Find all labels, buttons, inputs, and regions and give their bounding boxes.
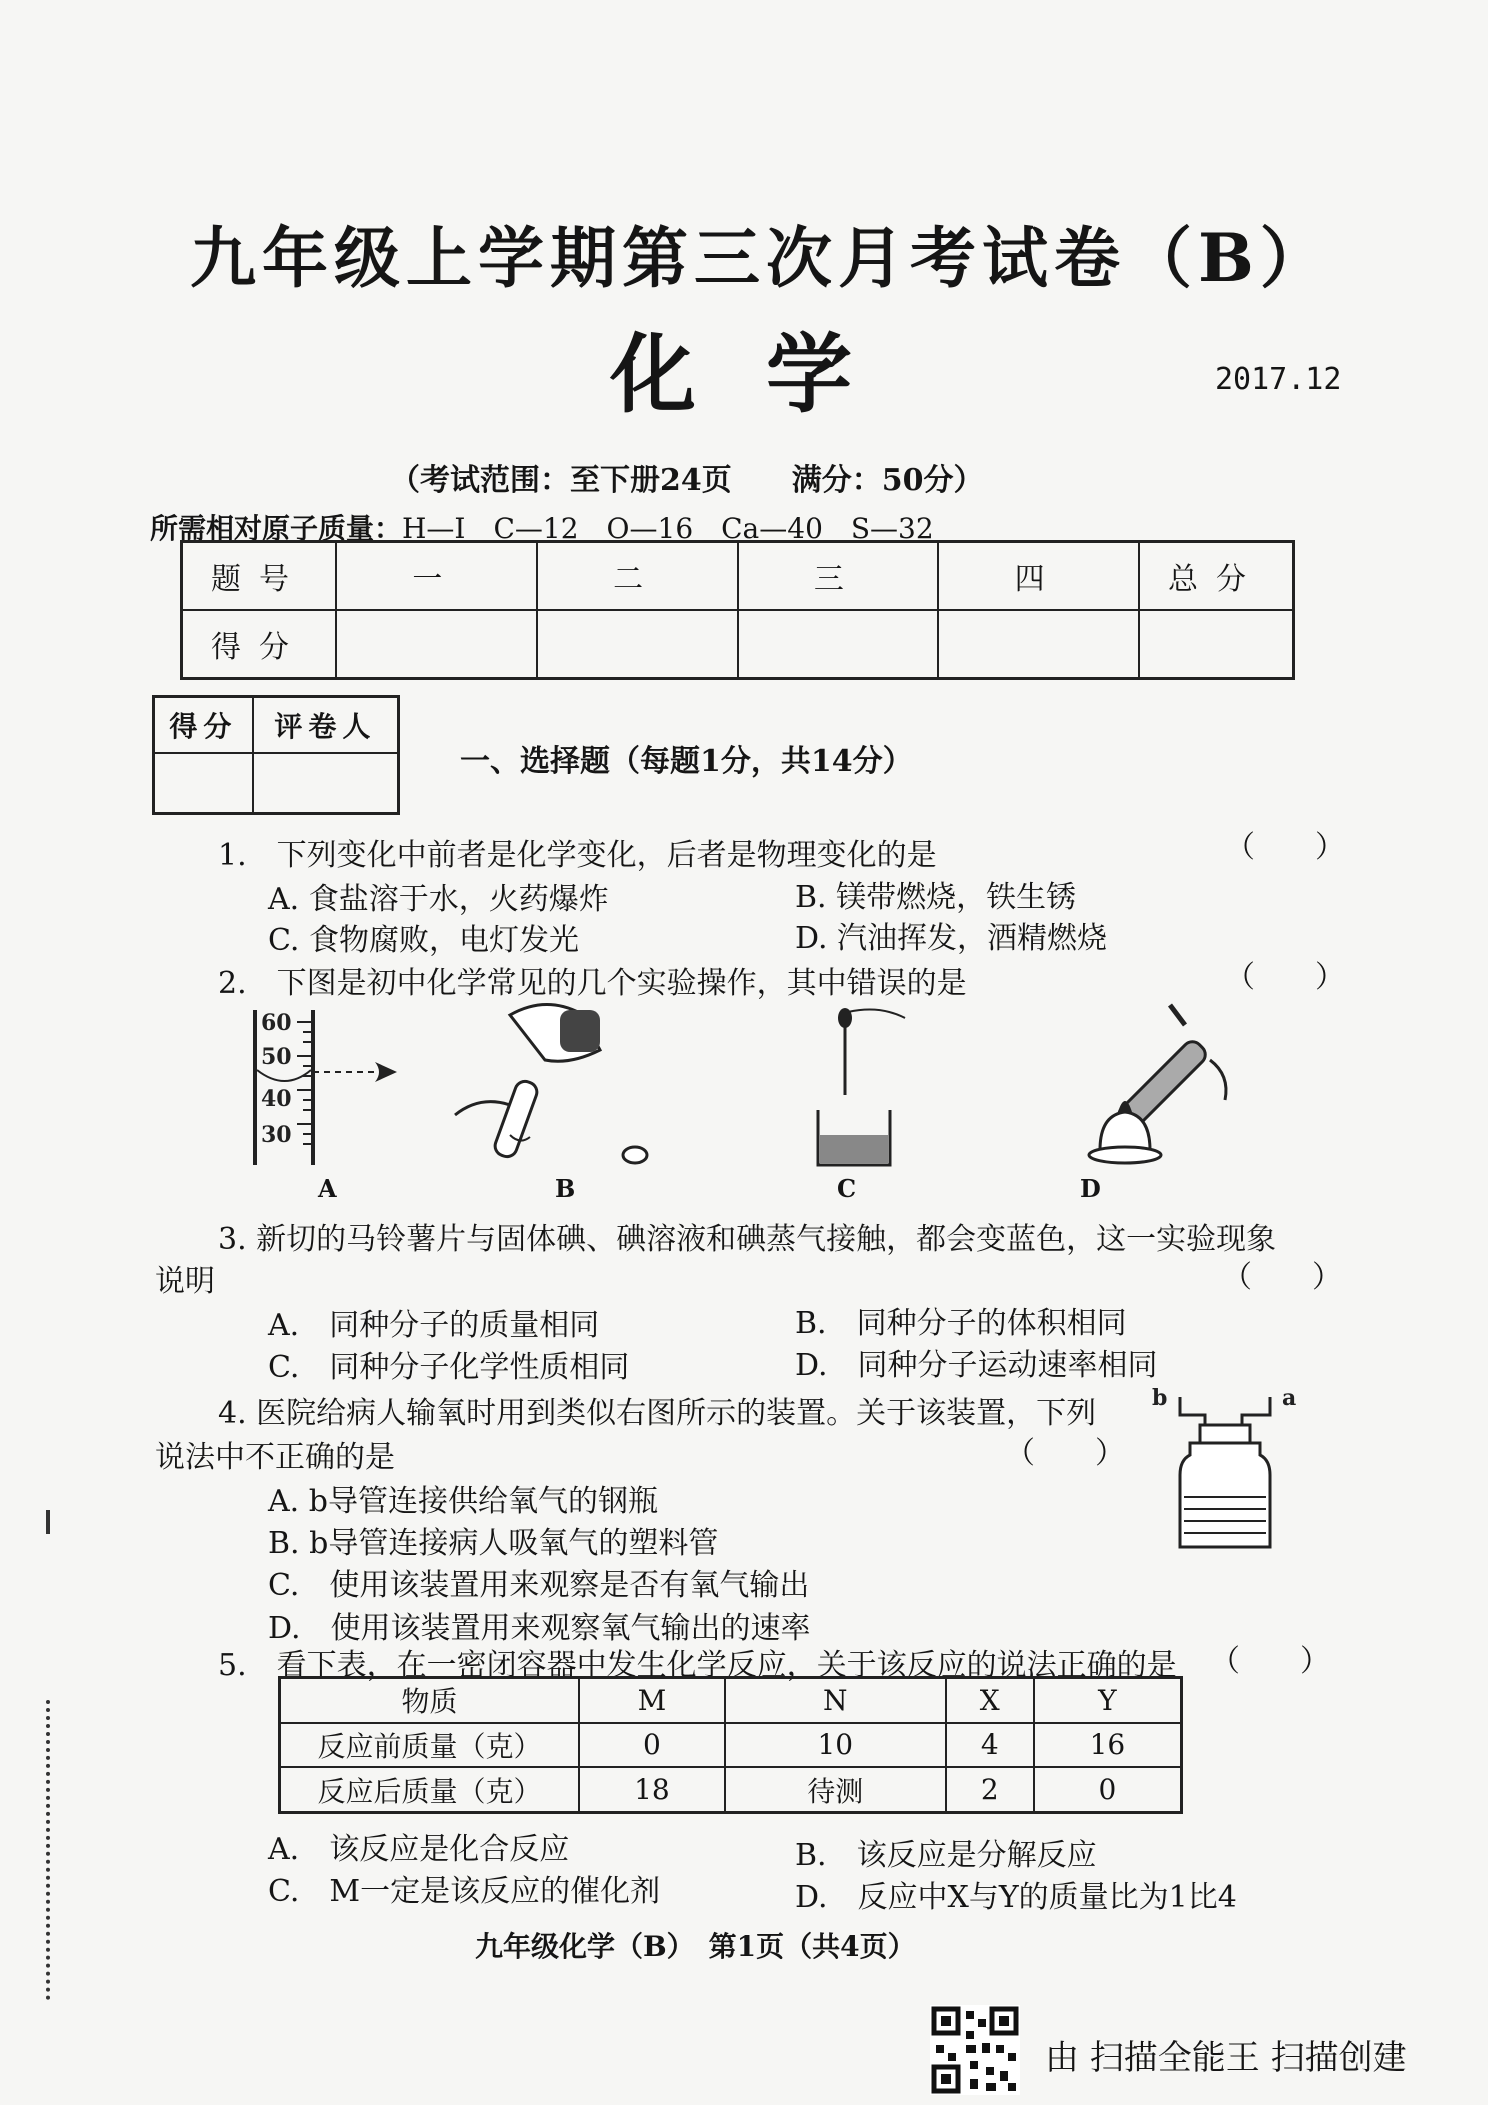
grader-name-cell[interactable] [253, 753, 399, 814]
q5-option-a[interactable]: A. 该反应是化合反应 [268, 1832, 570, 1867]
question-1-stem: 1. 下列变化中前者是化学变化，后者是物理变化的是 [218, 838, 937, 873]
exam-scope: （考试范围：至下册24页 满分：50分） [390, 463, 984, 498]
q4-option-d[interactable]: D. 使用该装置用来观察氧气输出的速率 [268, 1611, 811, 1646]
dropper-beaker-figure [810, 1000, 920, 1175]
reaction-cell: 10 [725, 1723, 946, 1768]
reaction-header-cell: X [946, 1678, 1034, 1723]
reaction-cell: 2 [946, 1767, 1034, 1812]
q4-option-a[interactable]: A. b导管连接供给氧气的钢瓶 [268, 1484, 658, 1519]
reaction-cell: 待测 [725, 1767, 946, 1812]
reaction-header-cell: 物质 [280, 1678, 580, 1723]
score-cell[interactable] [938, 610, 1139, 679]
figure-label-a: A [318, 1174, 337, 1203]
score-table-header-cell: 三 [738, 542, 939, 611]
reaction-cell: 0 [1034, 1767, 1182, 1812]
gas-bottle-figure [1150, 1385, 1300, 1560]
grader-name-label: 评卷人 [253, 697, 399, 753]
scanner-watermark: 由 扫描全能王 扫描创建 [1045, 2038, 1407, 2078]
reaction-table [278, 1676, 1183, 1814]
binding-mark [46, 1510, 50, 1534]
figure-label-d: D [1080, 1174, 1101, 1203]
pouring-liquid-figure [450, 995, 660, 1170]
q1-option-c[interactable]: C. 食物腐败，电灯发光 [268, 923, 579, 958]
q4-option-b[interactable]: B. b导管连接病人吸氧气的塑料管 [268, 1526, 719, 1561]
answer-paren-3[interactable]: （ ） [1222, 1260, 1342, 1295]
score-cell[interactable] [537, 610, 738, 679]
reaction-header-cell: Y [1034, 1678, 1182, 1723]
exam-date: 2017.12 [1215, 362, 1342, 397]
grader-score-label: 得分 [154, 697, 253, 753]
score-table [180, 540, 1295, 680]
score-cell[interactable] [336, 610, 537, 679]
q5-option-d[interactable]: D. 反应中X与Y的质量比为1比4 [795, 1880, 1237, 1915]
exam-title: 九年级上学期第三次月考试卷（B） [190, 219, 1332, 297]
answer-paren-5[interactable]: （ ） [1210, 1644, 1330, 1679]
grader-score-cell[interactable] [154, 753, 253, 814]
graduated-cylinder-figure [245, 1000, 415, 1190]
score-table-header-cell: 总分 [1139, 542, 1294, 611]
question-3-stem-cont: 说明 [155, 1264, 215, 1299]
score-table-header-cell: 二 [537, 542, 738, 611]
reaction-cell: 0 [579, 1723, 725, 1768]
section-heading: 一、选择题（每题1分，共14分） [460, 744, 913, 779]
q3-option-b[interactable]: B. 同种分子的体积相同 [795, 1306, 1127, 1341]
reaction-header-cell: N [725, 1678, 946, 1723]
q1-option-d[interactable]: D. 汽油挥发，酒精燃烧 [795, 921, 1108, 956]
score-cell[interactable] [1139, 610, 1294, 679]
scale-label-30: 30 [261, 1122, 292, 1148]
score-cell[interactable] [738, 610, 939, 679]
subject-title: 化学 [610, 324, 922, 425]
tube-label-b: b [1152, 1385, 1168, 1411]
reaction-cell: 反应前质量（克） [280, 1723, 580, 1768]
question-5-stem: 5. 看下表，在一密闭容器中发生化学反应，关于该反应的说法正确的是 [218, 1648, 1177, 1683]
score-table-header-cell: 题号 [182, 542, 337, 611]
reaction-cell: 反应后质量（克） [280, 1767, 580, 1812]
q1-option-b[interactable]: B. 镁带燃烧，铁生锈 [795, 880, 1077, 915]
q3-option-d[interactable]: D. 同种分子运动速率相同 [795, 1348, 1158, 1383]
scale-label-50: 50 [261, 1044, 292, 1070]
q3-option-a[interactable]: A. 同种分子的质量相同 [268, 1308, 600, 1343]
scale-label-40: 40 [261, 1086, 292, 1112]
q5-option-b[interactable]: B. 该反应是分解反应 [795, 1838, 1097, 1873]
page-footer: 九年级化学（B） 第1页（共4页） [475, 1930, 916, 1963]
reaction-header-cell: M [579, 1678, 725, 1723]
q3-option-c[interactable]: C. 同种分子化学性质相同 [268, 1350, 630, 1385]
reaction-cell: 18 [579, 1767, 725, 1812]
reaction-cell: 4 [946, 1723, 1034, 1768]
score-table-header-cell: 一 [336, 542, 537, 611]
answer-paren-1[interactable]: （ ） [1225, 830, 1345, 865]
score-row-label: 得分 [182, 610, 337, 679]
reaction-cell: 16 [1034, 1723, 1182, 1768]
binding-line [46, 1700, 50, 2000]
q1-option-a[interactable]: A. 食盐溶于水，火药爆炸 [268, 882, 609, 917]
figure-label-b: B [555, 1174, 576, 1203]
q5-option-c[interactable]: C. M一定是该反应的催化剂 [268, 1874, 661, 1909]
heating-tube-figure [1060, 1000, 1240, 1175]
question-3-stem: 3. 新切的马铃薯片与固体碘、碘溶液和碘蒸气接触，都会变蓝色，这一实验现象 [218, 1222, 1277, 1257]
atomic-masses-label: 所需相对原子质量： [150, 512, 403, 545]
atomic-masses-values: H—I C—12 O—16 Ca—40 S—32 [402, 512, 934, 545]
q4-option-c[interactable]: C. 使用该装置用来观察是否有氧气输出 [268, 1568, 810, 1603]
score-table-header-cell: 四 [938, 542, 1139, 611]
figure-label-c: C [837, 1174, 857, 1203]
answer-paren-4[interactable]: （ ） [1005, 1436, 1125, 1471]
grader-box [152, 695, 400, 815]
question-4-stem-cont: 说法中不正确的是 [155, 1440, 395, 1475]
question-4-stem: 4. 医院给病人输氧时用到类似右图所示的装置。关于该装置，下列 [218, 1396, 1097, 1431]
question-2-stem: 2. 下图是初中化学常见的几个实验操作，其中错误的是 [218, 966, 967, 1001]
tube-label-a: a [1282, 1385, 1297, 1411]
qr-code-icon [930, 2005, 1020, 2095]
scale-label-60: 60 [261, 1010, 292, 1036]
answer-paren-2[interactable]: （ ） [1225, 960, 1345, 995]
